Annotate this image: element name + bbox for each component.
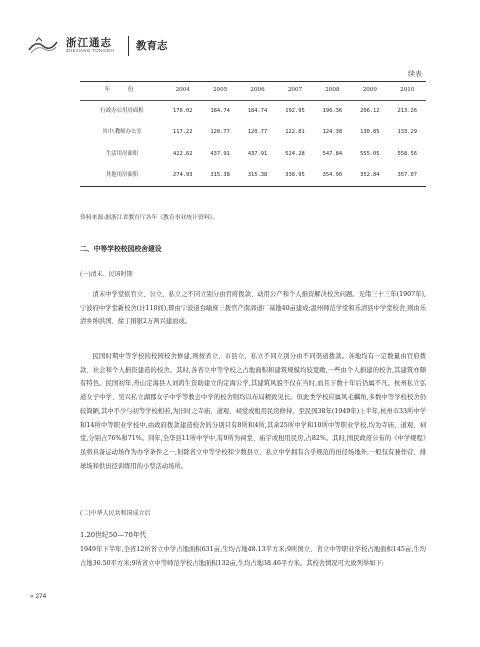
table-cell: 524.28 <box>285 150 305 157</box>
table-cell: 130.85 <box>360 129 380 136</box>
table-row <box>80 122 426 143</box>
page-number-text: 274 <box>35 593 47 600</box>
table-cell: 338.95 <box>276 165 313 187</box>
column-header: 2006 <box>239 82 276 101</box>
table-cell: 184.74 <box>210 107 230 114</box>
book-title: 教育志 <box>136 40 168 52</box>
table-cell: 176.02 <box>172 107 193 114</box>
numbered-heading: 1.20世纪50—70年代 <box>80 531 147 539</box>
table-cell: 357.07 <box>389 165 426 187</box>
table-cell: 184.74 <box>247 107 268 114</box>
table-row <box>80 165 426 187</box>
table-cell: 122.81 <box>285 129 305 136</box>
subsection-heading: (一)清末、民国时期 <box>80 271 133 278</box>
section-heading: 二、中等学校校园校舍建设 <box>80 245 162 253</box>
logo-subtitle: ZHEJIANG TONGZHI <box>66 48 115 53</box>
table-cell: 117.22 <box>172 129 193 136</box>
table-cell: 437.91 <box>210 150 230 157</box>
table-cell: 120.77 <box>247 129 268 136</box>
table-cell: 555.05 <box>360 150 380 157</box>
table-cell: 192.95 <box>285 107 305 114</box>
row-label: 其中:教师办公室 <box>102 129 142 136</box>
table-cell: 124.38 <box>322 129 343 136</box>
table-cell: 422.62 <box>172 150 193 157</box>
logo-icon <box>28 36 58 54</box>
table-cell: 120.77 <box>210 129 230 136</box>
table-cell: 315.38 <box>201 165 238 187</box>
paragraph: 1949年下半年,全省12所省立中学占地面积631亩,生均占地48.13平方米;9所国立、省立中等职业学校占地面积145亩,生均占地36.50平方米;9所省立中等师范学校占地面积132亩,生均占地38.46平方米。其校舍情况可大致列举如下: <box>80 546 426 567</box>
table-cell: 352.84 <box>351 165 388 187</box>
table-cell: 206.12 <box>360 107 380 114</box>
paragraph: 民国时期中等学校的校园校舍修建,则按省立、市县立、私立不同立别分由不同渠道拨款。各地均有一定数量由官府拨款、社会和个人捐资建造的校舍。其时,各省立中等学校之占地面积和建筑规模均较宽敞,一些由个人捐建的校舍,其建筑亦颇有特色。民国初年,舟山定海县人刘鸿生资助建立的定海公学,其建筑风貌不仅在当时,而且下数十年后仍属不凡。杭州私立弘道女子中学、吴兴私立湖郡女子中学等教会中学的校舍则均以布局精致见长。但此类学校应属风毛麟角,多数中等学校校舍仍较简陋,其中不少与初等学校相若,为旧时之寺庙、道观、祠堂或租用民房修持。至民国38年(1949年)上半年,杭州市33所中学和14所中等职业学校中,由政府拨款建造校舍的分别只有8所和4所,其余25所中学和10所中等职业学校,均为寺庙、道观、祠堂,分别占76%和71%。同年,全华县11所中学中,有9所为祠堂、庙宇或租用民房,占82%。其时,国民政府公布的《中学规程》虽将具备运动场作为办学条件之一,但除省立中等学校和少数县立、私立中学拥有合乎规范的田径场地外,一般仅有兼作营、排球场和供田径训练用的小型活动场所。 <box>80 353 426 470</box>
table-cell: 213.26 <box>397 107 417 114</box>
column-header: 2004 <box>164 82 201 101</box>
column-header: 2008 <box>314 82 351 101</box>
row-label: 生活用房面积 <box>105 150 139 157</box>
table-cell: 133.29 <box>397 129 417 136</box>
column-header: 年 份 <box>80 82 164 101</box>
table-cell: 547.84 <box>322 150 343 157</box>
row-label: 行政办公用房面积 <box>100 107 144 114</box>
table-cell: 354.90 <box>314 165 351 187</box>
page-number <box>30 593 46 600</box>
page-marker-icon: » <box>30 593 34 600</box>
page-header <box>28 34 458 58</box>
row-label: 其他用房面积 <box>80 165 164 187</box>
table-header-row <box>80 82 426 101</box>
table-source-note: 资料来源:据浙江省教育厅各年《教育事业统计资料》。 <box>80 215 219 221</box>
table-row <box>80 101 426 123</box>
table-cell: 315.38 <box>239 165 276 187</box>
table-cell: 274.93 <box>164 165 201 187</box>
continued-label: 续表 <box>408 70 422 78</box>
table-cell: 196.36 <box>322 107 343 114</box>
column-header: 2009 <box>351 82 388 101</box>
logo-title: 浙江通志 <box>66 37 112 49</box>
column-header: 2005 <box>201 82 238 101</box>
header-divider <box>128 36 129 56</box>
data-table <box>80 81 426 187</box>
column-header: 2007 <box>276 82 313 101</box>
paragraph: 清末中学堂依官立、公立、私立之不同立别分由官府拨款、动用公产和个人捐资解决校舍问题。光绪三十三年(1907年),宁波府中学堂新校舍(计110间),即由宁波道台喻庶三拨官产南郊道厂基地40亩建成;温州师范学堂和乐清县中学堂校舍,则由乐清乡绅洪国、徐丁捐银2万两兴建而成。 <box>80 291 426 326</box>
table-row <box>80 144 426 165</box>
subsection-heading: (二)中华人民共和国成立后 <box>80 510 151 517</box>
table-cell: 558.56 <box>397 150 417 157</box>
table-cell: 437.91 <box>247 150 268 157</box>
column-header: 2010 <box>389 82 426 101</box>
